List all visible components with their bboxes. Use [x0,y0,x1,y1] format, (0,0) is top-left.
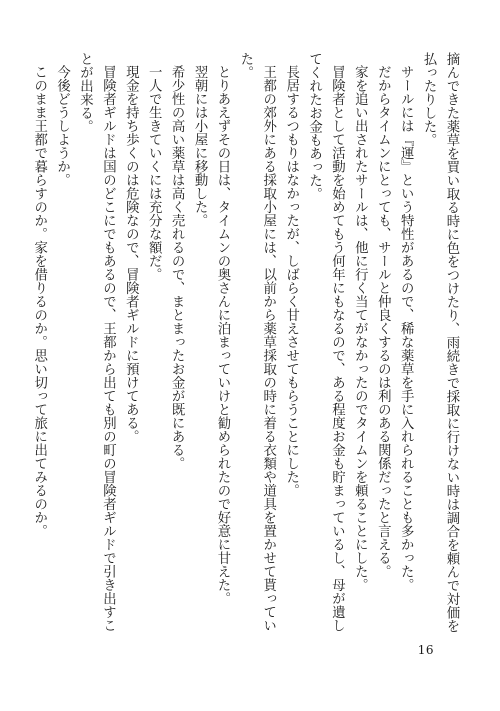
paragraph: 冒険者ギルドは国のどこにでもあるので、王都から出ても別の町の冒険者ギルドで引き出すことが出来る。 [77,52,116,633]
paragraph: 冒険者として活動を始めてもう何年にもなるので、ある程度お金も貯まっているし、母が遺してくれたお金もあった。 [306,52,345,633]
paragraph: このまま王都で暮らすのか。家を借りるのか。思い切って旅に出てみるのか。 [31,65,47,538]
paragraph: 希少性の高い薬草は高く売れるので、まとまったお金が既にある。 [169,65,185,471]
paragraph: 翌朝には小屋に移動した。 [192,65,208,228]
paragraph: 今後どうしようか。 [54,65,70,187]
paragraph: 王都の郊外にある採取小屋には、以前から薬草採取の時に着る衣類や道具を置かせて貰っていた。 [237,52,276,633]
paragraph: だからタイムンにとっても、サールと仲良くするのは利のある関係だったと言える。 [375,65,391,579]
paragraph: 一人で生きていくには充分な額だ。 [146,65,162,282]
paragraph: とりあえずその日は、タイムンの奥さんに泊まっていけと勧められたので好意に甘えた。 [214,65,230,606]
paragraph: 長居するつもりはなかったが、しばらく甘えさせてもらうことにした。 [283,65,299,498]
paragraph: サールには『運』という特性があるので、稀な薬草を手に入れられることも多かった。 [398,65,414,592]
page-number: 16 [417,643,434,657]
paragraph: 現金を持ち歩くのは危険なので、冒険者ギルドに預けてある。 [123,65,139,444]
paragraph: 家を追い出されたサールは、他に行く当てがなかったのでタイムンを頼ることにした。 [352,65,368,592]
vertical-text-body [31,52,462,642]
paragraph: 摘んできた薬草を買い取る時に色をつけたり、雨続きで採取に行けない時は調合を頼んで対価を払ったりした。 [421,52,459,633]
